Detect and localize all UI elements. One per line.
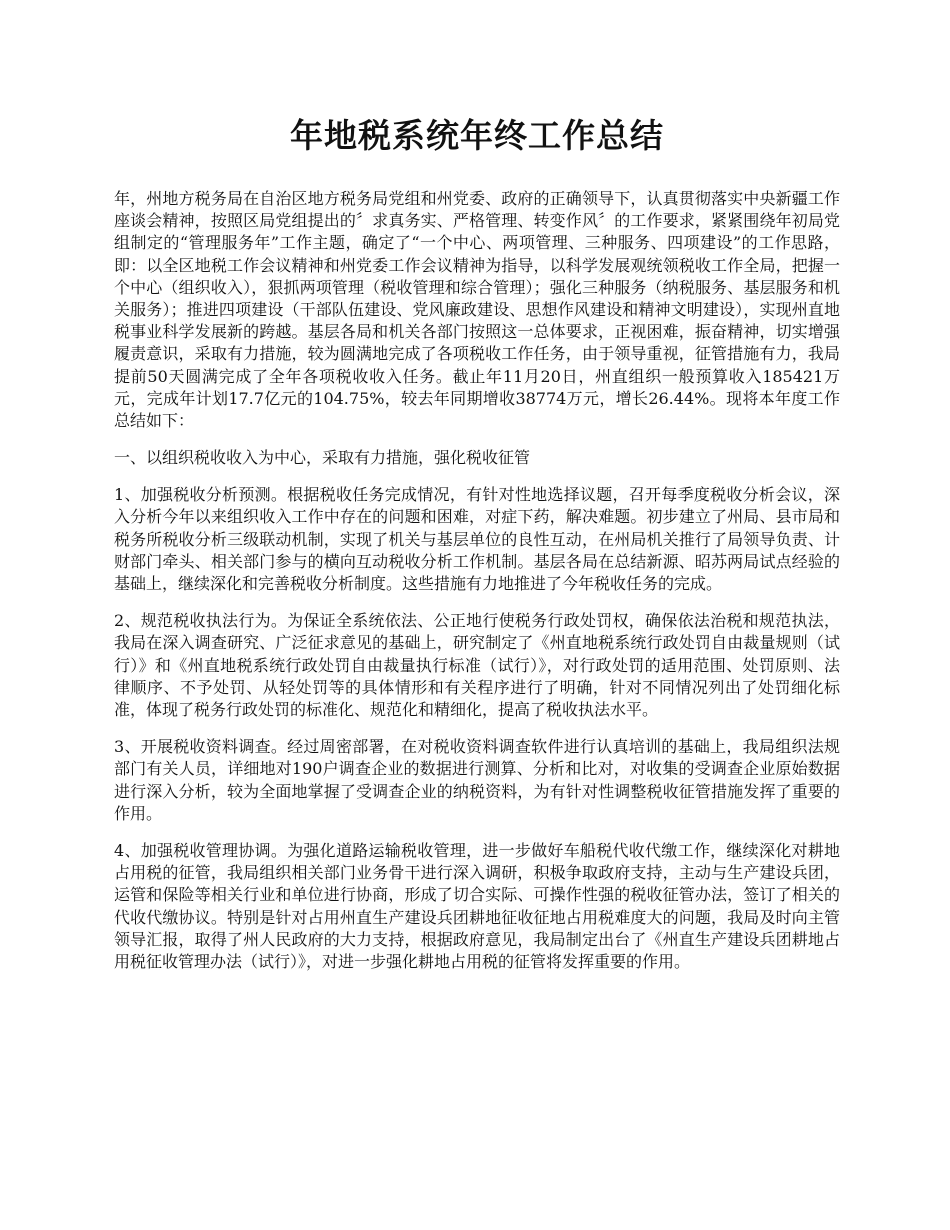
- intro-paragraph: 年，州地方税务局在自治区地方税务局党组和州党委、政府的正确领导下，认真贯彻落实中央新疆工作座谈会精神，按照区局党组提出的〞求真务实、严格管理、转变作风〞的工作要求，紧紧围绕年初局党组制定的“管理服务年”工作主题，确定了“一个中心、两项管理、三种服务、四项建设”的工作思路，即：以全区地税工作会议精神和州党委工作会议精神为指导，以科学发展观统领税收工作全局，把握一个中心（组织收入），狠抓两项管理（税收管理和综合管理）；强化三种服务（纳税服务、基层服务和机关服务）；推进四项建设（干部队伍建设、党风廉政建设、思想作风建设和精神文明建设），实现州直地税事业科学发展新的跨越。基层各局和机关各部门按照这一总体要求，正视困难，振奋精神，切实增强履责意识，采取有力措施，较为圆满地完成了各项税收工作任务，由于领导重视，征管措施有力，我局提前50天圆满完成了全年各项税收收入任务。截止年11月20日，州直组织一般预算收入185421万元，完成年计划17.7亿元的104.75%，较去年同期增收38774万元，增长26.44%。现将本年度工作总结如下：: [114, 189, 840, 431]
- section-heading-1: 一、以组织税收收入为中心，采取有力措施，强化税收征管: [114, 448, 531, 468]
- item-paragraph-1: 1、加强税收分析预测。根据税收任务完成情况，有针对性地选择议题，召开每季度税收分析会议，深入分析今年以来组织收入工作中存在的问题和困难，对症下药，解决难题。初步建立了州局、县市局和税务所税收分析三级联动机制，实现了机关与基层单位的良性互动，在州局机关推行了局领导负责、计财部门牵头、相关部门参与的横向互动税收分析工作机制。基层各局在总结新源、昭苏两局试点经验的基础上，继续深化和完善税收分析制度。这些措施有力地推进了今年税收任务的完成。: [114, 485, 840, 594]
- document-page: [114, 112, 840, 988]
- item-paragraph-2: 2、规范税收执法行为。为保证全系统依法、公正地行使税务行政处罚权，确保依法治税和规范执法，我局在深入调查研究、广泛征求意见的基础上，研究制定了《州直地税系统行政处罚自由裁量规则（试行）》和《州直地税系统行政处罚自由裁量执行标准（试行）》，对行政处罚的适用范围、处罚原则、法律顺序、不予处罚、从轻处罚等的具体情形和有关程序进行了明确，针对不同情况列出了处罚细化标准，体现了税务行政处罚的标准化、规范化和精细化，提高了税收执法水平。: [114, 611, 840, 720]
- item-paragraph-4: 4、加强税收管理协调。为强化道路运输税收管理，进一步做好车船税代收代缴工作，继续深化对耕地占用税的征管，我局组织相关部门业务骨干进行深入调研，积极争取政府支持，主动与生产建设兵团，运管和保险等相关行业和单位进行协商，形成了切合实际、可操作性强的税收征管办法，签订了相关的代收代缴协议。特别是针对占用州直生产建设兵团耕地征收征地占用税难度大的问题，我局及时向主管领导汇报，取得了州人民政府的大力支持，根据政府意见，我局制定出台了《州直生产建设兵团耕地占用税征收管理办法（试行）》，对进一步强化耕地占用税的征管将发挥重要的作用。: [114, 841, 840, 972]
- document-title: 年地税系统年终工作总结: [290, 116, 664, 155]
- item-paragraph-3: 3、开展税收资料调查。经过周密部署，在对税收资料调查软件进行认真培训的基础上，我局组织法规部门有关人员，详细地对190户调查企业的数据进行测算、分析和比对，对收集的受调查企业原始数据进行深入分析，较为全面地掌握了受调查企业的纳税资料，为有针对性调整税收征管措施发挥了重要的作用。: [114, 737, 840, 823]
